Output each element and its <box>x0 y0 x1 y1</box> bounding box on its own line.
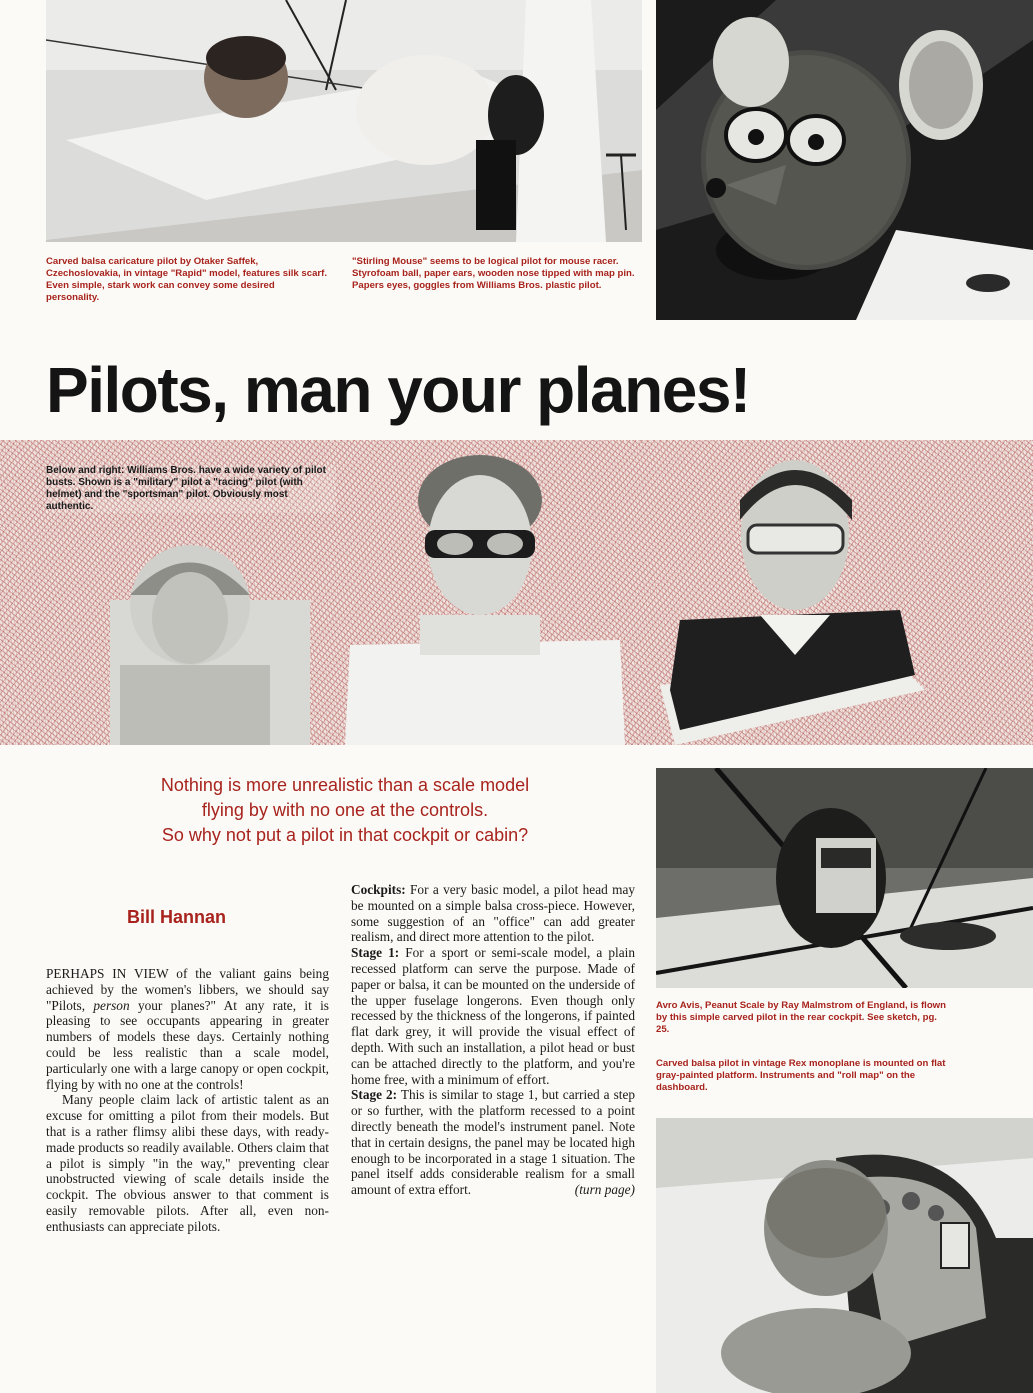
turn-page-note: (turn page) <box>574 1182 635 1198</box>
article-paragraph: PERHAPS IN VIEW of the valiant gains being achieved by the women's libbers, we should say "Pilots, person your planes?" At any rate, it is pleasing to see occupants appearing in greater numbers of models these days. Certainly nothing could be less realistic than a scale model, particularly one with a large canopy or open cockpit, flying by with no one at the controls! <box>46 966 329 1092</box>
article-column-1 <box>46 966 329 1235</box>
intro-line-3: So why not put a pilot in that cockpit or cabin? <box>161 825 529 845</box>
article-paragraph: Cockpits: For a very basic model, a pilot head may be mounted on a simple balsa cross-piece. However, some suggestion of an "office" can add greater realism, and direct more attention to the pilot. <box>351 882 635 945</box>
article-column-2 <box>351 882 635 1198</box>
rex-monoplane-photo <box>656 1118 1033 1393</box>
intro-deck <box>100 773 590 848</box>
section-head-stage-1: Stage 1: <box>351 945 400 961</box>
byline: Bill Hannan <box>127 907 227 927</box>
sportsman-pilot-bust <box>660 460 925 745</box>
stirling-mouse-caption: "Stirling Mouse" seems to be logical pilot for mouse racer. Styrofoam ball, paper ears, wooden nose tipped with map pin. Papers eyes, goggles from Williams Bros. plastic pilot. <box>352 256 635 291</box>
pilot-busts-caption: Below and right: Williams Bros. have a wide variety of pilot busts. Shown is a "military" pilot a "racing" pilot (with helmet) and the "sportsman" pilot. Obviously most authentic. <box>46 465 336 513</box>
stirling-mouse-photo <box>656 0 1033 320</box>
avro-avis-photo <box>656 768 1033 988</box>
lead-in: PERHAPS IN VIEW <box>46 966 169 981</box>
article-paragraph: Many people claim lack of artistic talent as an excuse for omitting a pilot from their models. But that is a rather flimsy alibi these days, with ready-made products so readily available. Others claim that a pilot is simply "in the way," preventing clear unobstructed viewing of scale details inside the cockpit. The obvious answer to that comment is easily removable pilots. After all, even non-enthusiasts can appreciate pilots. <box>46 1092 329 1234</box>
rex-monoplane-caption: Carved balsa pilot in vintage Rex monoplane is mounted on flat gray-painted platform. Instruments and "roll map" on the dashboard. <box>656 1058 946 1093</box>
military-pilot-bust <box>110 545 310 745</box>
caricature-pilot-photo <box>46 0 642 242</box>
section-head-cockpits: Cockpits: <box>351 882 406 897</box>
intro-line-2: flying by with no one at the controls. <box>201 800 489 820</box>
section-head-stage-2: Stage 2: <box>351 1087 398 1103</box>
article-paragraph: Stage 1: For a sport or semi-scale model, a plain recessed platform can serve the purpose. Made of paper or balsa, it can be mounted on the underside of the upper fuselage longerons. Even though only recessed by the thickness of the longerons, if painted flat dark grey, it will provide the visual effect of depth. With such an installation, a pilot head or bust can be attached directly to the platform, and you're home free, with a minimum of effort. <box>351 945 635 1087</box>
caricature-pilot-caption: Carved balsa caricature pilot by Otaker Saffek, Czechoslovakia, in vintage "Rapid" model, features silk scarf. Even simple, stark work can convey some desired personality. <box>46 256 328 303</box>
article-paragraph: Stage 2: This is similar to stage 1, but carried a step or so further, with the platform recessed to a point directly beneath the model's instrument panel. Note that in certain designs, the panel may be located high enough to be incorporated in a stage 1 situation. The panel itself adds considerable realism for a small amount of extra effort. (turn page) <box>351 1087 635 1198</box>
avro-avis-caption: Avro Avis, Peanut Scale by Ray Malmstrom of England, is flown by this simple carved pilot in the rear cockpit. See sketch, pg. 25. <box>656 1000 947 1035</box>
intro-line-1: Nothing is more unrealistic than a scale model <box>160 775 530 795</box>
racing-pilot-bust <box>345 455 625 745</box>
headline: Pilots, man your planes! <box>46 354 750 426</box>
